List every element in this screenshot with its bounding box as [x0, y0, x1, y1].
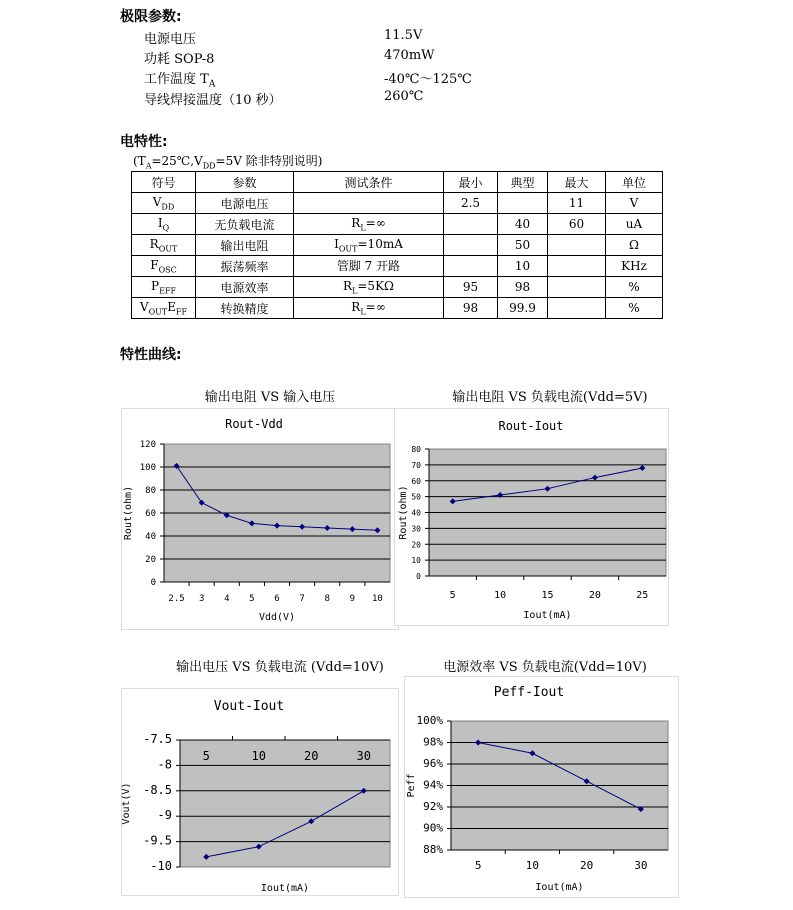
x-tick-label: 4	[224, 594, 230, 604]
x-tick-label: 6	[274, 594, 280, 604]
condition-cell: $R_L=\infty$	[294, 298, 444, 319]
table-header-cell: 符号	[132, 172, 196, 193]
chart-caption-vout-iout: 输出电压 VS 负载电流 (Vdd=10V)	[176, 660, 384, 675]
table-row	[132, 256, 663, 277]
x-tick-label: 8	[324, 594, 330, 604]
test-condition-note: ($T_A=25℃,V_{DD}=5V$ 除非特别说明)	[133, 154, 323, 171]
symbol-cell: $V_{OUT}E_{FF}$	[132, 298, 196, 319]
typ-cell	[498, 193, 548, 214]
unit-cell: KHz	[606, 256, 663, 277]
x-tick-label: 10	[525, 859, 539, 872]
min-cell	[444, 235, 498, 256]
typ-cell: 40	[498, 214, 548, 235]
symbol-cell: $I_Q$	[132, 214, 196, 235]
table-row	[132, 193, 663, 214]
x-tick-label: 3	[198, 594, 205, 604]
x-tick-label: 30	[634, 859, 648, 872]
curves-heading: 特性曲线:	[120, 347, 182, 363]
y-tick-label: 88%	[423, 843, 443, 856]
limit-row	[144, 28, 544, 48]
chart-title: Vout-Iout	[213, 699, 285, 714]
chart-caption-peff-iout: 电源效率 VS 负载电流(Vdd=10V)	[443, 660, 647, 675]
symbol-cell: $R_{OUT}$	[132, 235, 196, 256]
chart-caption-rout-vdd: 输出电阻 VS 输入电压	[204, 390, 336, 405]
unit-cell: Ω	[606, 235, 663, 256]
y-tick-label: 96%	[423, 757, 443, 770]
typ-cell: 10	[498, 256, 548, 277]
y-tick-label: -7.5	[143, 732, 172, 746]
y-tick-label: -9.5	[143, 833, 172, 848]
y-axis-label: Rout(ohm)	[123, 485, 134, 541]
table-header-cell: 最小	[444, 172, 498, 193]
electrical-table	[131, 171, 663, 319]
x-tick-label: 5	[474, 859, 482, 872]
condition-cell: $R_L=5K\Omega$	[294, 277, 444, 298]
y-tick-label: 98%	[423, 735, 443, 749]
y-tick-label: 60	[145, 509, 156, 519]
limit-name: 电源电压	[144, 32, 197, 47]
condition-cell: $R_L=\infty$	[294, 214, 444, 235]
y-tick-label: 0	[416, 572, 421, 581]
limit-name: 功耗 SOP-8	[144, 52, 215, 67]
param-cell: 无负载电流	[196, 214, 294, 235]
table-row	[132, 235, 663, 256]
chart-title: Rout-Vdd	[225, 417, 283, 431]
y-tick-label: 50	[411, 492, 421, 502]
typ-cell: 98	[498, 277, 548, 298]
chart-caption-rout-iout: 输出电阻 VS 负载电流(Vdd=5V)	[452, 390, 648, 405]
max-cell	[548, 256, 606, 277]
unit-cell: %	[606, 277, 663, 298]
y-tick-label: 90%	[423, 821, 443, 835]
y-tick-label: 80	[145, 486, 156, 496]
y-tick-label: 40	[145, 532, 156, 542]
y-tick-label: 94%	[423, 778, 443, 792]
x-tick-label: 2.5	[168, 594, 185, 604]
min-cell	[444, 214, 498, 235]
limit-value: 470mW	[384, 48, 435, 63]
y-tick-label: -10	[150, 859, 172, 873]
y-tick-label: 20	[411, 540, 421, 550]
x-tick-label: 10	[494, 590, 507, 601]
typ-cell: 50	[498, 235, 548, 256]
table-header-cell: 典型	[498, 172, 548, 193]
y-tick-label: 120	[139, 440, 156, 450]
y-tick-label: 60	[411, 476, 421, 486]
chart-title: Rout-Iout	[498, 419, 564, 433]
param-cell: 转换精度	[196, 298, 294, 319]
x-axis-label: Vdd(V)	[258, 612, 296, 623]
y-tick-label: -8	[157, 757, 172, 772]
chart-rout-iout	[394, 408, 669, 626]
x-tick-label: 5	[202, 749, 210, 763]
param-cell: 电源电压	[196, 193, 294, 214]
electrical-heading: 电特性:	[120, 134, 168, 150]
y-tick-label: 40	[411, 508, 421, 518]
max-cell	[548, 277, 606, 298]
x-tick-label: 5	[249, 594, 255, 604]
chart-vout-iout	[121, 688, 399, 896]
y-axis-label: Vout(V)	[121, 782, 132, 825]
limit-value: 260℃	[384, 89, 424, 104]
chart-title: Peff-Iout	[493, 685, 565, 700]
condition-cell: 管脚 7 开路	[294, 256, 444, 277]
table-row	[132, 298, 663, 319]
symbol-cell: $V_{DD}$	[132, 193, 196, 214]
y-axis-label: Rout(ohm)	[398, 485, 409, 540]
x-axis-label: Iout(mA)	[523, 610, 572, 621]
table-header-cell: 单位	[606, 172, 663, 193]
x-tick-label: 20	[580, 859, 594, 872]
x-tick-label: 30	[356, 749, 371, 763]
min-cell	[444, 256, 498, 277]
x-axis-label: Iout(mA)	[535, 882, 584, 893]
y-tick-label: 0	[150, 578, 156, 588]
x-tick-label: 7	[299, 594, 305, 604]
chart-rout-vdd	[121, 408, 399, 630]
y-tick-label: 70	[411, 460, 421, 470]
limit-row	[144, 89, 544, 109]
limits-heading: 极限参数:	[120, 9, 182, 25]
max-cell: 60	[548, 214, 606, 235]
symbol-cell: $F_{OSC}$	[132, 256, 196, 277]
x-tick-label: 5	[449, 590, 456, 601]
x-axis-label: Iout(mA)	[260, 883, 310, 894]
y-tick-label: 100	[139, 463, 156, 473]
y-tick-label: 20	[145, 555, 156, 565]
limit-value: -40℃～125℃	[384, 72, 472, 87]
typ-cell: 99.9	[498, 298, 548, 319]
y-tick-label: -8.5	[143, 782, 172, 797]
y-tick-label: 80	[411, 445, 421, 454]
max-cell	[548, 298, 606, 319]
x-tick-label: 9	[349, 594, 356, 604]
limit-row	[144, 68, 544, 88]
unit-cell: uA	[606, 214, 663, 235]
x-tick-label: 15	[541, 590, 554, 601]
table-header-row	[132, 172, 663, 193]
condition-cell: $I_{OUT}=10mA$	[294, 235, 444, 256]
y-tick-label: -9	[157, 808, 172, 823]
table-row	[132, 277, 663, 298]
x-tick-label: 25	[636, 590, 649, 601]
limit-name: 工作温度 $T_A$	[144, 72, 216, 90]
max-cell: 11	[548, 193, 606, 214]
limit-name: 导线焊接温度（10 秒）	[144, 93, 282, 108]
unit-cell: V	[606, 193, 663, 214]
min-cell: 2.5	[444, 193, 498, 214]
table-header-cell: 测试条件	[294, 172, 444, 193]
param-cell: 振荡频率	[196, 256, 294, 277]
y-tick-label: 100%	[416, 714, 443, 727]
max-cell	[548, 235, 606, 256]
table-row	[132, 214, 663, 235]
condition-cell	[294, 193, 444, 214]
min-cell: 95	[444, 277, 498, 298]
y-tick-label: 10	[411, 556, 421, 566]
y-tick-label: 92%	[423, 800, 443, 813]
param-cell: 电源效率	[196, 277, 294, 298]
table-header-cell: 最大	[548, 172, 606, 193]
y-tick-label: 30	[411, 524, 421, 534]
limit-row	[144, 48, 544, 68]
param-cell: 输出电阻	[196, 235, 294, 256]
symbol-cell: $P_{EFF}$	[132, 277, 196, 298]
table-header-cell: 参数	[196, 172, 294, 193]
chart-peff-iout	[404, 676, 679, 898]
x-tick-label: 10	[251, 749, 266, 763]
x-tick-label: 20	[304, 749, 319, 763]
x-tick-label: 20	[588, 590, 601, 601]
min-cell: 98	[444, 298, 498, 319]
y-axis-label: Peff	[406, 773, 417, 798]
x-tick-label: 10	[372, 594, 383, 604]
limit-value: 11.5V	[384, 28, 423, 43]
unit-cell: %	[606, 298, 663, 319]
